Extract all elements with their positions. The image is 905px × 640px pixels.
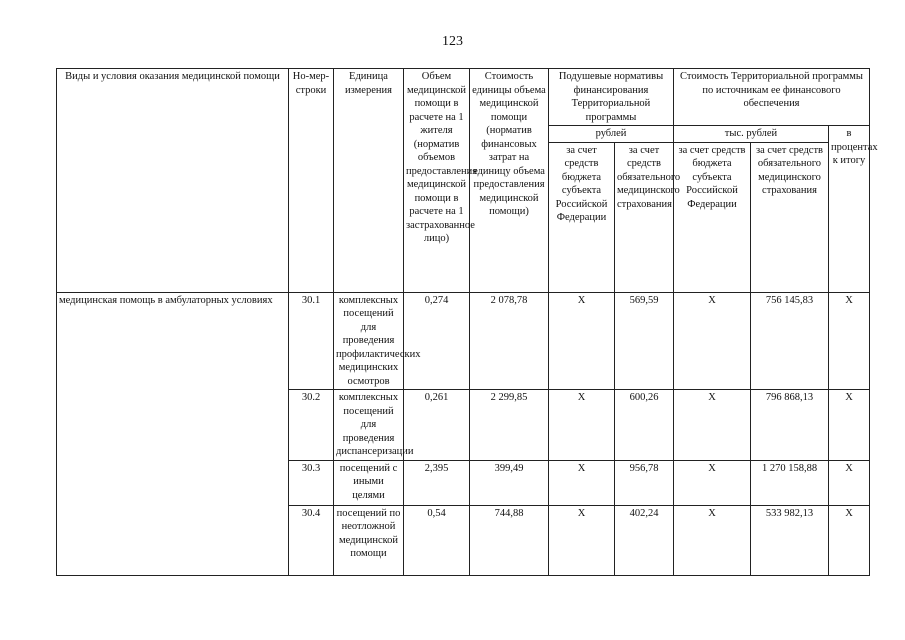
header-unit-rub: рублей [549, 126, 674, 143]
row-unit: комплексных посещений для проведения профилактических медицинских осмотров [334, 292, 404, 390]
row-percent: Х [829, 505, 870, 575]
page-number: 123 [442, 34, 463, 49]
row-budget-norm: Х [549, 390, 615, 461]
group-label: медицинская помощь в амбулаторных условиях [57, 292, 289, 575]
row-budget-norm: Х [549, 505, 615, 575]
row-budget-cost: Х [674, 460, 751, 505]
header-territorial-cost-group: Стоимость Территориальной программы по источникам ее финансового обеспечения [674, 69, 870, 126]
row-volume: 2,395 [404, 460, 470, 505]
row-oms-norm: 569,59 [615, 292, 674, 390]
row-percent: Х [829, 460, 870, 505]
row-unit: посещений по неотложной медицинской помощи [334, 505, 404, 575]
header-budget-cost: за счет средств бюджета субъекта Российской Федерации [674, 142, 751, 292]
row-no: 30.3 [289, 460, 334, 505]
row-oms-norm: 956,78 [615, 460, 674, 505]
header-oms-norm: за счет средств обязательного медицинского страхования [615, 142, 674, 292]
row-volume: 0,274 [404, 292, 470, 390]
row-oms-norm: 600,26 [615, 390, 674, 461]
row-volume: 0,261 [404, 390, 470, 461]
header-percent: в процентах к итогу [829, 126, 870, 293]
header-unit: Единица измерения [334, 69, 404, 293]
header-unit-thousand-rub: тыс. рублей [674, 126, 829, 143]
header-per-capita-group: Подушевые нормативы финансирования Территориальной программы [549, 69, 674, 126]
row-no: 30.4 [289, 505, 334, 575]
row-unit: посещений с иными целями [334, 460, 404, 505]
row-percent: Х [829, 390, 870, 461]
financing-table [56, 68, 878, 576]
header-cost: Стоимость единицы объема медицинской помощи (норматив финансовых затрат на единицу объема предоставления медицинской помощи) [470, 69, 549, 293]
row-budget-cost: Х [674, 505, 751, 575]
row-budget-norm: Х [549, 292, 615, 390]
row-no: 30.1 [289, 292, 334, 390]
row-volume: 0,54 [404, 505, 470, 575]
row-oms-cost: 756 145,83 [751, 292, 829, 390]
row-percent: Х [829, 292, 870, 390]
header-volume: Объем медицинской помощи в расчете на 1 жителя (норматив объемов предоставления медицинской помощи в расчете на 1 застрахованное лицо) [404, 69, 470, 293]
row-unit: комплексных посещений для проведения диспансеризации [334, 390, 404, 461]
row-cost: 399,49 [470, 460, 549, 505]
row-no: 30.2 [289, 390, 334, 461]
row-budget-cost: Х [674, 292, 751, 390]
row-oms-cost: 533 982,13 [751, 505, 829, 575]
row-oms-norm: 402,24 [615, 505, 674, 575]
table-row [57, 292, 870, 390]
header-type: Виды и условия оказания медицинской помощи [57, 69, 289, 293]
row-budget-cost: Х [674, 390, 751, 461]
row-cost: 2 299,85 [470, 390, 549, 461]
row-cost: 2 078,78 [470, 292, 549, 390]
header-oms-cost: за счет средств обязательного медицинского страхования [751, 142, 829, 292]
header-row-no: Но-мер-строки [289, 69, 334, 293]
row-budget-norm: Х [549, 460, 615, 505]
header-budget-norm: за счет средств бюджета субъекта Российской Федерации [549, 142, 615, 292]
row-oms-cost: 796 868,13 [751, 390, 829, 461]
row-cost: 744,88 [470, 505, 549, 575]
row-oms-cost: 1 270 158,88 [751, 460, 829, 505]
header-row-1 [57, 69, 870, 126]
